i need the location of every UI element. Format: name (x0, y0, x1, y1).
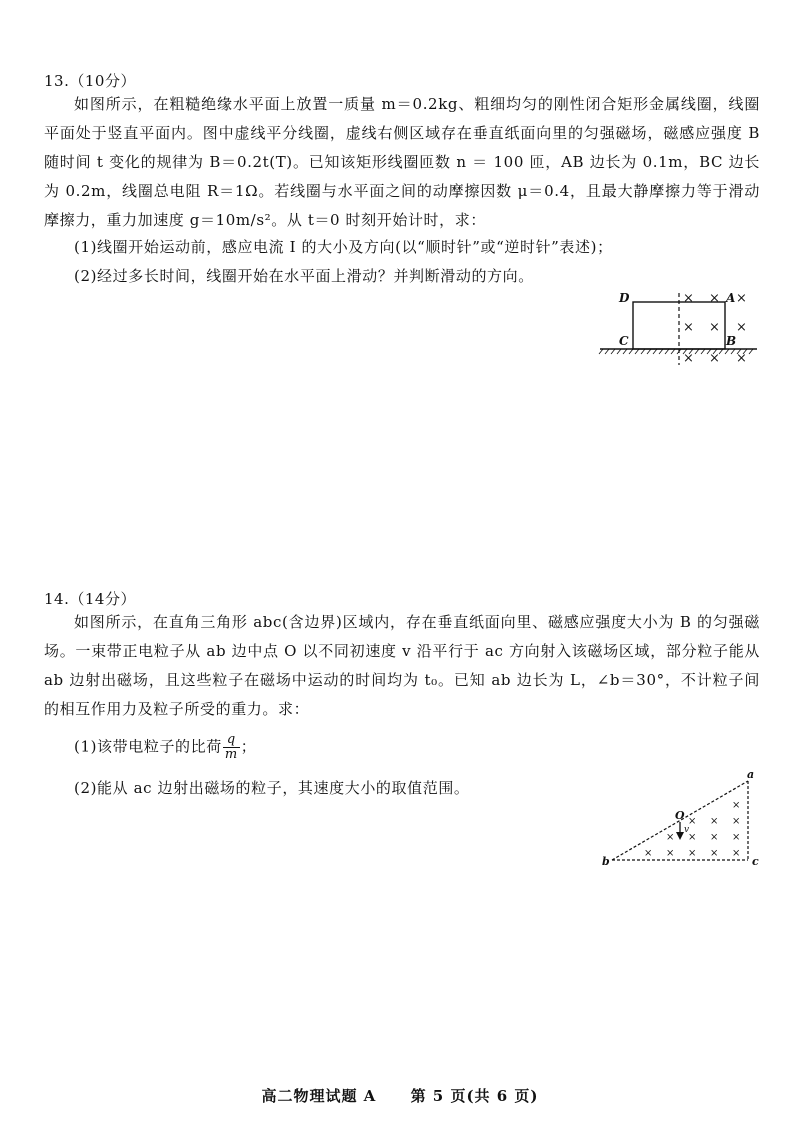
q14-header: 14.（14分） (44, 590, 136, 608)
field-cross: × (736, 351, 747, 366)
label-A: A (726, 291, 736, 305)
label-a: a (747, 768, 755, 781)
q13-figure (595, 285, 765, 370)
label-b: b (602, 855, 610, 868)
field-cross: × (732, 800, 741, 811)
velocity-arrowhead (676, 832, 684, 840)
q14-sub1-suffix: ； (240, 737, 257, 756)
label-O: O (675, 809, 685, 822)
field-cross: × (644, 848, 653, 859)
q14-body: 如图所示，在直角三角形 abc(含边界)区域内，存在垂直纸面向里、磁感应强度大小为 B 的匀强磁场。一束带正电粒子从 ab 边中点 O 以不同初速度 v 沿平行于 ac 方向射入该磁场区域，部分粒子能从 ab 边射出磁场，且这些粒子在磁场中运动的时间均为 t₀。已知 ab 边长为 L，∠b＝30°，不计粒子间的相互作用力及粒子所受的重力。求： (44, 613, 760, 718)
magnetic-field-crosses (644, 800, 740, 859)
page-number: 第 5 页(共 6 页) (410, 1087, 539, 1105)
field-cross: × (736, 320, 747, 335)
field-cross: × (709, 291, 720, 306)
field-cross: × (683, 291, 694, 306)
field-cross: × (736, 291, 747, 306)
field-cross: × (732, 848, 741, 859)
field-cross: × (709, 351, 720, 366)
field-cross: × (688, 816, 697, 827)
field-cross: × (666, 832, 675, 843)
field-cross: × (732, 816, 741, 827)
exam-title: 高二物理试题 A (261, 1087, 377, 1105)
q14-sub2: (2)能从 ac 边射出磁场的粒子，其速度大小的取值范围。 (74, 779, 470, 797)
label-B: B (726, 334, 737, 348)
field-cross: × (683, 351, 694, 366)
label-v: v (684, 825, 690, 835)
field-cross: × (688, 848, 697, 859)
charge-mass-ratio-fraction (223, 733, 240, 762)
q13-header: 13.（10分） (44, 72, 136, 90)
q13-sub1: (1)线圈开始运动前，感应电流 I 的大小及方向(以“顺时针”或“逆时针”表述)； (74, 238, 613, 256)
q14-figure (598, 768, 763, 870)
label-D: D (619, 291, 630, 305)
field-cross: × (709, 320, 720, 335)
field-cross: × (710, 832, 719, 843)
q14-sub1 (74, 733, 256, 762)
q14-sub1-prefix: (1)该带电粒子的比荷 (74, 737, 222, 756)
q13-body: 如图所示，在粗糙绝缘水平面上放置一质量 m＝0.2kg、粗细均匀的刚性闭合矩形金属线圈，线圈平面处于竖直平面内。图中虚线平分线圈，虚线右侧区域存在垂直纸面向里的匀强磁场，磁感应强度 B 随时间 t 变化的规律为 B＝0.2t(T)。已知该矩形线圈匝数 n ＝ 100 匝，AB 边长为 0.1m，BC 边长为 0.2m，线圈总电阻 R＝1Ω。若线圈与水平面之间的动摩擦因数 μ＝0.4，且最大静摩擦力等于滑动摩擦力，重力加速度 g＝10m/s²。从 t＝0 时刻开始计时，求： (44, 95, 760, 229)
page-footer (0, 1085, 800, 1106)
fraction-denominator: m (224, 747, 238, 762)
ground-hatch (599, 349, 753, 354)
field-cross: × (710, 816, 719, 827)
field-cross: × (732, 832, 741, 843)
magnetic-field-crosses (683, 291, 747, 366)
field-cross: × (710, 848, 719, 859)
field-cross: × (666, 848, 675, 859)
label-C: C (619, 334, 629, 348)
label-c: c (752, 855, 759, 868)
field-cross: × (688, 832, 697, 843)
q13-sub2: (2)经过多长时间，线圈开始在水平面上滑动？并判断滑动的方向。 (74, 267, 534, 285)
field-cross: × (683, 320, 694, 335)
fraction-numerator: q (223, 733, 240, 748)
